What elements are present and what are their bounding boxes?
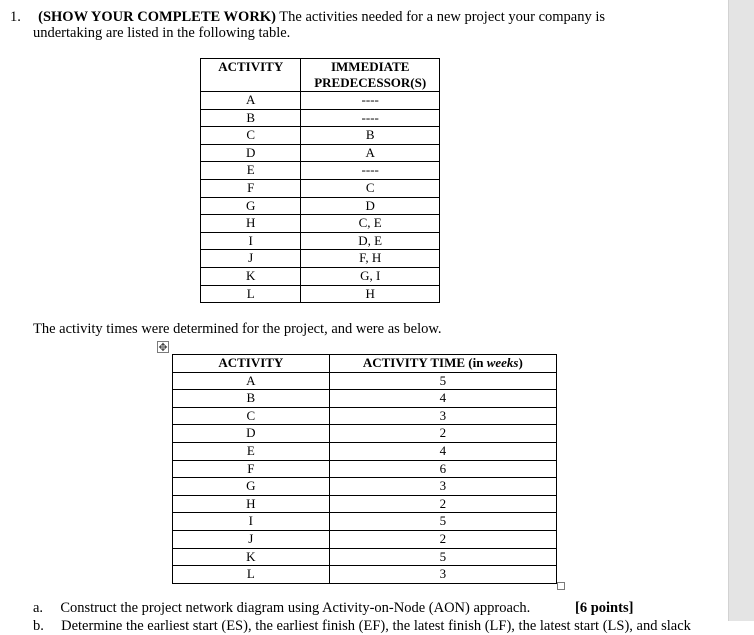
table1-value-cell[interactable]: F, H xyxy=(301,250,440,268)
question-line-1 xyxy=(10,9,605,26)
table2-value-cell[interactable]: 5 xyxy=(329,372,556,390)
table1-activity-cell[interactable]: J xyxy=(201,250,301,268)
table2-row xyxy=(173,566,557,584)
part-b-text: Determine the earliest start (ES), the earliest finish (EF), the latest finish (LF), the latest start (LS), and slack xyxy=(61,618,691,634)
table1-value-cell[interactable]: ---- xyxy=(301,162,440,180)
table2-row xyxy=(173,372,557,390)
table1-value-cell[interactable]: D, E xyxy=(301,232,440,250)
question-number: 1. xyxy=(10,9,21,25)
table2-header-activity: ACTIVITY xyxy=(173,355,330,373)
table1-activity-cell[interactable]: I xyxy=(201,232,301,250)
table1-activity-cell[interactable]: H xyxy=(201,215,301,233)
activity-times-intro: The activity times were determined for the project, and were as below. xyxy=(33,321,442,337)
table2-activity-cell[interactable]: H xyxy=(173,495,330,513)
table1-activity-cell[interactable]: B xyxy=(201,109,301,127)
part-a-line xyxy=(33,600,530,617)
table1-activity-cell[interactable]: L xyxy=(201,285,301,303)
part-a-label: a. xyxy=(33,600,44,616)
activity-time-table xyxy=(172,354,557,584)
text-cursor xyxy=(556,512,557,530)
table1-activity-cell[interactable]: K xyxy=(201,267,301,285)
table-move-handle-icon[interactable]: ✥ xyxy=(158,341,168,354)
table2-header-time-unit: weeks xyxy=(486,355,519,370)
table2-header-time-close: ) xyxy=(518,355,523,370)
table2-activity-cell[interactable]: L xyxy=(173,566,330,584)
table2-value-cell[interactable]: 5 xyxy=(329,548,556,566)
table2-activity-cell[interactable]: E xyxy=(173,442,330,460)
table2-value-cell[interactable]: 6 xyxy=(329,460,556,478)
table1-value-cell[interactable]: C xyxy=(301,179,440,197)
table1-row xyxy=(201,215,440,233)
table1-row xyxy=(201,285,440,303)
table2-activity-cell[interactable]: J xyxy=(173,530,330,548)
table-resize-handle[interactable] xyxy=(557,582,565,590)
table2-header-time-text: ACTIVITY TIME (in xyxy=(362,355,487,370)
table1-activity-cell[interactable]: F xyxy=(201,179,301,197)
table1-value-cell[interactable]: D xyxy=(301,197,440,215)
table1-header-line-1: IMMEDIATE xyxy=(330,59,410,74)
table2-value-cell[interactable]: 2 xyxy=(329,495,556,513)
table1-row xyxy=(201,109,440,127)
part-a-text: Construct the project network diagram using Activity-on-Node (AON) approach. xyxy=(60,600,531,616)
table1-activity-cell[interactable]: A xyxy=(201,92,301,110)
table2-value-cell[interactable]: 5 xyxy=(329,513,556,531)
table1-value-cell[interactable]: B xyxy=(301,127,440,145)
table1-value-cell[interactable]: G, I xyxy=(301,267,440,285)
table2-activity-cell[interactable]: C xyxy=(173,407,330,425)
table2-activity-cell[interactable]: G xyxy=(173,478,330,496)
table1-row xyxy=(201,179,440,197)
table2-row xyxy=(173,460,557,478)
table2-row xyxy=(173,530,557,548)
table2-value-cell[interactable]: 2 xyxy=(329,530,556,548)
table1-row xyxy=(201,127,440,145)
table1-activity-cell[interactable]: D xyxy=(201,144,301,162)
table1-value-cell[interactable]: ---- xyxy=(301,92,440,110)
table1-header-predecessors xyxy=(301,59,440,92)
table2-activity-cell[interactable]: A xyxy=(173,372,330,390)
table1-header-line-2: PREDECESSOR(S) xyxy=(314,75,427,90)
table2-value-cell[interactable]: 2 xyxy=(329,425,556,443)
table1-row xyxy=(201,92,440,110)
question-text-line-2: undertaking are listed in the following table. xyxy=(33,25,291,41)
table1-row xyxy=(201,267,440,285)
table2-value-cell[interactable]: 3 xyxy=(329,407,556,425)
table1-activity-cell[interactable]: G xyxy=(201,197,301,215)
table2-activity-cell[interactable]: I xyxy=(173,513,330,531)
table1-value-cell[interactable]: A xyxy=(301,144,440,162)
table1-row xyxy=(201,162,440,180)
table1-activity-cell[interactable]: E xyxy=(201,162,301,180)
table2-value-cell[interactable]: 4 xyxy=(329,442,556,460)
table2-activity-cell[interactable]: D xyxy=(173,425,330,443)
table2-activity-cell[interactable]: K xyxy=(173,548,330,566)
table2-value-cell[interactable]: 4 xyxy=(329,390,556,408)
table2-row xyxy=(173,513,557,531)
table2-row xyxy=(173,442,557,460)
table2-header-time xyxy=(329,355,556,373)
question-instruction: (SHOW YOUR COMPLETE WORK) xyxy=(38,9,276,25)
table2-row xyxy=(173,478,557,496)
table2-value-cell[interactable]: 3 xyxy=(329,478,556,496)
table1-value-cell[interactable]: H xyxy=(301,285,440,303)
table2-row xyxy=(173,407,557,425)
table1-row xyxy=(201,197,440,215)
table1-row xyxy=(201,250,440,268)
table2-row xyxy=(173,548,557,566)
table2-row xyxy=(173,390,557,408)
table1-value-cell[interactable]: C, E xyxy=(301,215,440,233)
predecessor-table xyxy=(200,58,440,303)
table2-row xyxy=(173,495,557,513)
part-b-label: b. xyxy=(33,618,44,634)
table1-row xyxy=(201,232,440,250)
question-text-line-1: The activities needed for a new project your company is xyxy=(275,9,606,25)
table1-value-cell[interactable]: ---- xyxy=(301,109,440,127)
table2-activity-cell[interactable]: B xyxy=(173,390,330,408)
table2-activity-cell[interactable]: F xyxy=(173,460,330,478)
table2-value-cell[interactable]: 3 xyxy=(329,566,556,584)
vertical-scrollbar[interactable] xyxy=(728,0,754,621)
table2-row xyxy=(173,425,557,443)
table1-row xyxy=(201,144,440,162)
part-a-points: [6 points] xyxy=(575,600,634,616)
table1-header-activity: ACTIVITY xyxy=(201,59,301,92)
table1-activity-cell[interactable]: C xyxy=(201,127,301,145)
